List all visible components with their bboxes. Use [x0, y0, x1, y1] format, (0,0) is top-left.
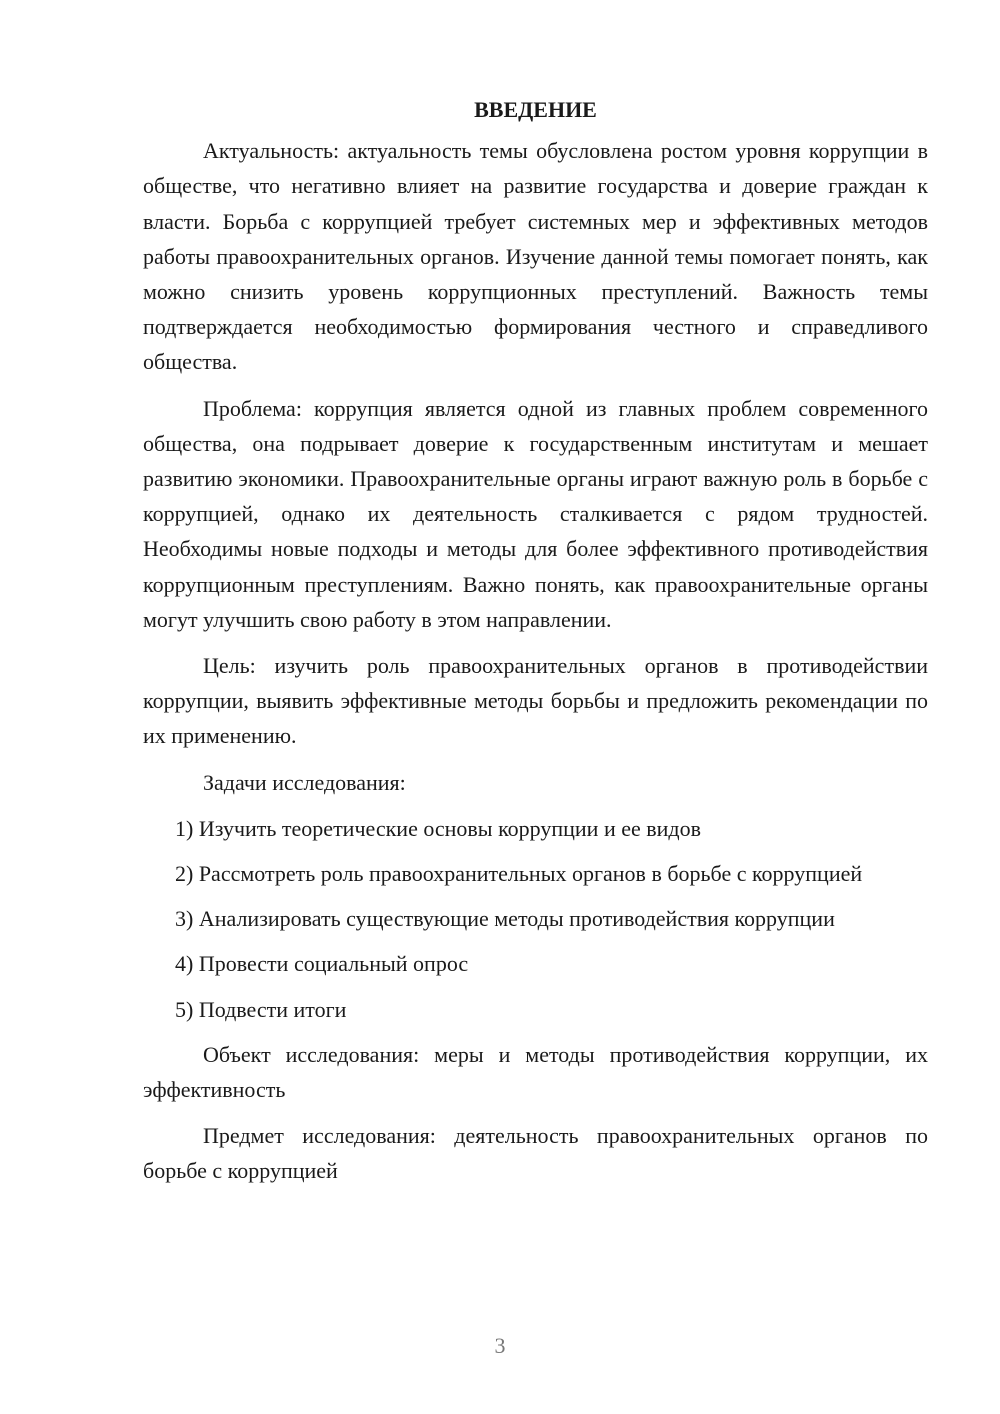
page-number: 3: [494, 1333, 506, 1358]
object-paragraph: Объект исследования: меры и методы противодействия коррупции, их эффективность: [143, 1041, 928, 1103]
task-item: 2) Рассмотреть роль правоохранительных органов в борьбе с коррупцией: [175, 861, 863, 887]
goal-paragraph: Цель: изучить роль правоохранительных органов в противодействии коррупции, выявить эффективные методы борьбы и предложить рекомендации по их применению.: [143, 653, 928, 749]
relevance-paragraph: Актуальность: актуальность темы обусловлена ростом уровня коррупции в обществе, что негативно влияет на развитие государства и доверие граждан к власти. Борьба с коррупцией требует системных мер и эффективных методов работы правоохранительных органов. Изучение данной темы помогает понять, как можно снизить уровень коррупционных преступлений. Важность темы подтверждается необходимостью формирования честного и справедливого общества.: [143, 138, 928, 375]
task-item: 5) Подвести итоги: [175, 996, 347, 1022]
problem-paragraph: Проблема: коррупция является одной из главных проблем современного общества, она подрывает доверие к государственным институтам и мешает развитию экономики. Правоохранительные органы играют важную роль в борьбе с коррупцией, однако их деятельность сталкивается с рядом трудностей. Необходимы новые подходы и методы для более эффективного противодействия коррупционным преступлениям. Важно понять, как правоохранительные органы могут улучшить свою работу в этом направлении.: [143, 395, 928, 632]
task-item: 3) Анализировать существующие методы противодействия коррупции: [175, 906, 835, 932]
subject-paragraph: Предмет исследования: деятельность правоохранительных органов по борьбе с коррупцией: [143, 1123, 928, 1184]
page-content: [143, 92, 928, 1200]
task-item: 1) Изучить теоретические основы коррупции и ее видов: [175, 815, 702, 841]
section-title: ВВЕДЕНИЕ: [474, 97, 597, 122]
task-item: 4) Провести социальный опрос: [175, 951, 469, 977]
tasks-heading: Задачи исследования:: [203, 769, 406, 795]
